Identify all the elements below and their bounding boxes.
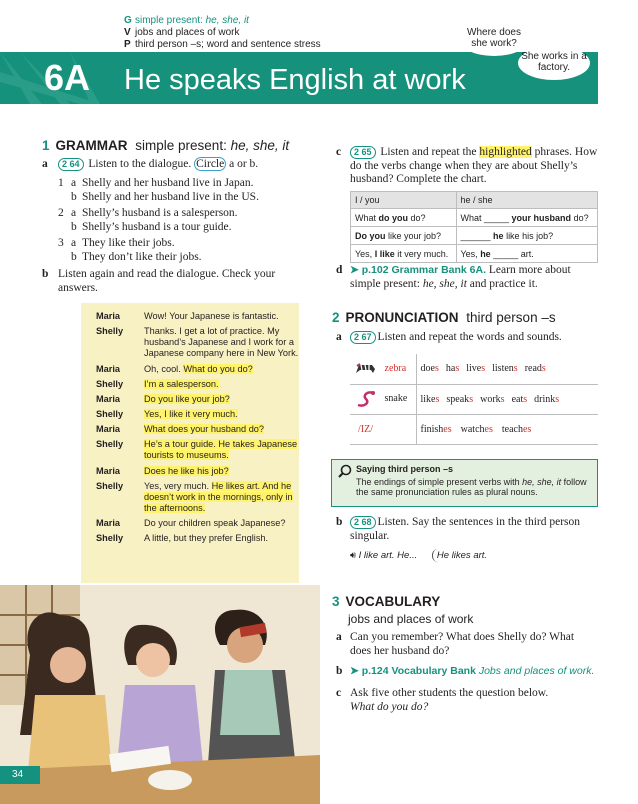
choice-3a[interactable]: 3 a They like their jobs. [58, 237, 175, 249]
choices-list [58, 177, 308, 267]
unit-code: 6A [44, 57, 91, 98]
objective-vocabulary: V jobs and places of work [124, 27, 240, 38]
sound-words: finishes watches teaches [416, 414, 598, 444]
sound-row-iz: /IZ/ finishes watches teaches [350, 414, 598, 444]
objective-grammar: G simple present: he, she, it [124, 15, 249, 26]
verb-chart [350, 191, 598, 263]
choice-2a[interactable]: 2 a Shelly’s husband is a salesperson. [58, 207, 238, 219]
dialogue-line: Maria Oh, cool. What do you do? [96, 364, 253, 374]
lesson-objectives [124, 15, 321, 51]
grammar-exercise-a: a 2 64 Listen to the dialogue. Circle a or b. [42, 158, 259, 170]
choice-1b[interactable]: b Shelly and her husband live in the US. [71, 191, 259, 203]
grammar-exercise-c: c 2 65 Listen and repeat the highlighted phrases. How do the verbs change when they are about Shelly’s husband? Complete the chart. [336, 146, 598, 185]
vocabulary-exercise-c: c Ask five other students the question below. What do you do? [336, 687, 549, 713]
chart-header-i-you: I / you [351, 192, 457, 209]
grammar-heading: 1 GRAMMAR simple present: he, she, it [42, 138, 290, 153]
page-title: He speaks English at work [124, 64, 466, 96]
vocabulary-heading: 3 VOCABULARY [332, 594, 441, 609]
pronunciation-note: Saying third person –s The endings of simple present verbs with he, she, it follow the same pronunciation rules as plural nouns. [331, 459, 598, 507]
vocabulary-subtitle: jobs and places of work [348, 612, 474, 626]
chart-cell: Do you like your job? [351, 227, 457, 245]
pronunciation-exercise-a: a 2 67 Listen and repeat the words and sounds. [336, 331, 562, 343]
zebra-icon [354, 361, 376, 377]
circle-example: Circle [196, 158, 225, 170]
chart-cell: What do you do? [351, 209, 457, 227]
choice-3b[interactable]: b They don’t like their jobs. [71, 251, 202, 263]
sound-row-zebra: zebra does has lives listens reads [350, 354, 598, 384]
vocabulary-exercise-b: b ➤ p.124 Vocabulary Bank Jobs and places of work. [336, 665, 595, 677]
chart-cell[interactable]: ______ he like his job? [456, 227, 598, 245]
pronunciation-exercise-b: b 2 68 Listen. Say the sentences in the third person singular. [336, 516, 581, 542]
speech-bubble-answer: She works in a factory. [518, 46, 590, 80]
audio-track-badge[interactable]: 2 67 [350, 331, 376, 344]
audio-track-badge[interactable]: 2 68 [350, 516, 376, 529]
sound-words: does has lives listens reads [416, 354, 598, 384]
dialogue-line: Shelly He’s a tour guide. He takes Japanese tourists to museums. [96, 439, 298, 460]
dialogue-line: Shelly Yes, I like it very much. [96, 409, 238, 419]
dialogue-line: Shelly I’m a salesperson. [96, 379, 219, 389]
snake-icon [354, 389, 376, 409]
dialogue-line: Maria Do you like your job? [96, 394, 230, 404]
sound-row-snake: snake likes speaks works eats drinks [350, 384, 598, 414]
speech-bubble-question: Where does she work? [458, 20, 530, 56]
objective-pronunciation: P third person –s; word and sentence stress [124, 39, 321, 50]
grammar-exercise-d: d ➤ p.102 Grammar Bank 6A. Learn more about simple present: he, she, it and practice it. [336, 264, 571, 290]
dialogue-line: Maria Do your children speak Japanese? [96, 518, 286, 528]
restaurant-illustration [0, 585, 320, 804]
vocabulary-bank-link[interactable]: ➤ p.124 Vocabulary Bank [350, 665, 476, 677]
dialogue-line: Maria Wow! Your Japanese is fantastic. [96, 311, 279, 321]
dialogue-line: Shelly Yes, very much. He likes art. And he doesn’t work in the mornings, only in the afternoons. [96, 481, 293, 513]
chart-header-he-she: he / she [456, 192, 598, 209]
sounds-table [350, 354, 598, 445]
pronunciation-heading: 2 PRONUNCIATION third person –s [332, 310, 556, 325]
page-number: 34 [0, 766, 40, 784]
chart-cell[interactable]: What _____ your husband do? [456, 209, 598, 227]
vocabulary-exercise-a: a Can you remember? What does Shelly do? What does her husband do? [336, 631, 575, 657]
choice-2b[interactable]: b Shelly’s husband is a tour guide. [71, 221, 232, 233]
dialogue-line: Maria What does your husband do? [96, 424, 265, 434]
choice-1a[interactable]: 1 a Shelly and her husband live in Japan. [58, 177, 254, 189]
dialogue-line: Shelly Thanks. I get a lot of practice. My husband’s Japanese and I work for a Japanese company here in New York. [96, 326, 299, 358]
dialogue-line: Maria Does he like his job? [96, 466, 229, 476]
chart-cell[interactable]: Yes, he _____ art. [456, 245, 598, 263]
grammar-bank-link[interactable]: ➤ p.102 Grammar Bank 6A. [350, 264, 487, 276]
dialogue-line: Shelly A little, but they prefer English. [96, 533, 269, 543]
magnifier-icon [338, 464, 352, 478]
grammar-exercise-b: b Listen again and read the dialogue. Check your answers. [42, 268, 276, 294]
audio-track-badge[interactable]: 2 65 [350, 146, 376, 159]
audio-track-badge[interactable]: 2 64 [58, 158, 84, 171]
sound-words: likes speaks works eats drinks [416, 384, 598, 414]
chart-cell: Yes, I like it very much. [351, 245, 457, 263]
dialogue-panel [81, 303, 299, 583]
pronunciation-example: 🔊︎ I like art. He... He likes art. [350, 550, 491, 561]
